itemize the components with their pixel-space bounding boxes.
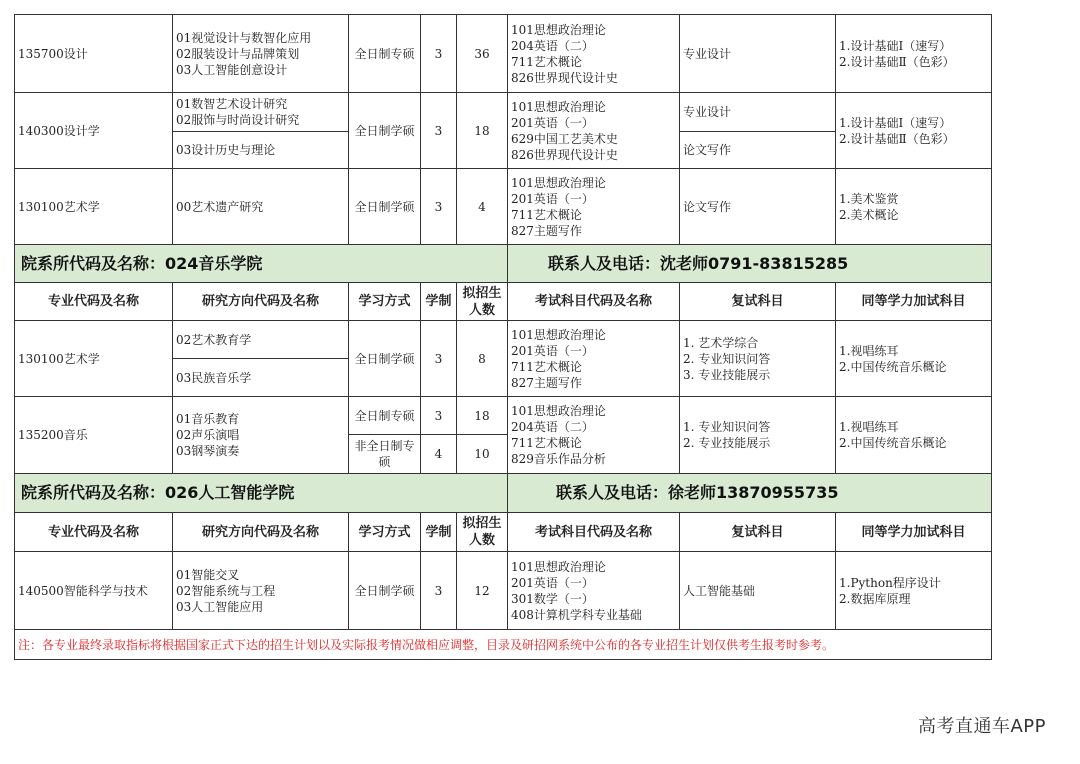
header-quota: 拟招生人数	[457, 283, 508, 321]
department-title: 院系所代码及名称：024音乐学院	[15, 245, 508, 283]
table-row	[15, 552, 992, 630]
quota-cell: 8	[457, 321, 508, 397]
header-extra: 同等学力加试科目	[836, 283, 992, 321]
header-retest: 复试科目	[680, 283, 836, 321]
contact-info: 联系人及电话：沈老师0791-83815285	[508, 245, 992, 283]
exam-subjects-cell: 101思想政治理论 204英语（二） 711艺术概论 829音乐作品分析	[508, 397, 680, 474]
years-cell: 3	[421, 321, 457, 397]
retest-cell: 1. 艺术学综合 2. 专业知识问答 3. 专业技能展示	[680, 321, 836, 397]
exam-subjects-cell: 101思想政治理论 201英语（一） 301数学（一） 408计算机学科专业基础	[508, 552, 680, 630]
study-mode-cell: 全日制专硕	[349, 397, 421, 435]
extra-test-cell: 1.设计基础Ⅰ（速写） 2.设计基础Ⅱ（色彩）	[836, 93, 992, 169]
header-major: 专业代码及名称	[15, 513, 173, 552]
column-header-row	[15, 513, 992, 552]
header-extra: 同等学力加试科目	[836, 513, 992, 552]
header-retest: 复试科目	[680, 513, 836, 552]
retest-cell: 1. 专业知识问答 2. 专业技能展示	[680, 397, 836, 474]
major-cell: 135200音乐	[15, 397, 173, 474]
retest-cell: 人工智能基础	[680, 552, 836, 630]
extra-test-cell: 1.美术鉴赏 2.美术概论	[836, 169, 992, 245]
years-cell: 3	[421, 552, 457, 630]
quota-cell: 10	[457, 435, 508, 474]
header-exam: 考试科目代码及名称	[508, 513, 680, 552]
study-mode-cell: 全日制学硕	[349, 552, 421, 630]
header-quota: 拟招生人数	[457, 513, 508, 552]
quota-cell: 12	[457, 552, 508, 630]
major-cell: 140500智能科学与技术	[15, 552, 173, 630]
direction-cell: 01智能交叉 02智能系统与工程 03人工智能应用	[173, 552, 349, 630]
watermark-text: 高考直通车APP	[917, 716, 1046, 737]
footnote-row	[15, 630, 992, 660]
direction-cell: 01数智艺术设计研究 02服饰与时尚设计研究	[173, 93, 349, 132]
header-years: 学制	[421, 283, 457, 321]
direction-cell: 00艺术遗产研究	[173, 169, 349, 245]
header-exam: 考试科目代码及名称	[508, 283, 680, 321]
header-direction: 研究方向代码及名称	[173, 513, 349, 552]
study-mode-cell: 全日制学硕	[349, 321, 421, 397]
direction-cell: 02艺术教育学	[173, 321, 349, 359]
extra-test-cell: 1.视唱练耳 2.中国传统音乐概论	[836, 321, 992, 397]
section-header-music	[15, 245, 992, 283]
header-direction: 研究方向代码及名称	[173, 283, 349, 321]
retest-cell: 专业设计	[680, 93, 836, 132]
years-cell: 3	[421, 93, 457, 169]
exam-subjects-cell: 101思想政治理论 201英语（一） 711艺术概论 827主题写作	[508, 169, 680, 245]
footnote-text: 注：各专业最终录取指标将根据国家正式下达的招生计划以及实际报考情况做相应调整，目录及研招网系统中公布的各专业招生计划仅供考生报考时参考。	[15, 630, 992, 660]
section-header-ai	[15, 474, 992, 513]
direction-cell: 01视觉设计与数智化应用 02服装设计与品牌策划 03人工智能创意设计	[173, 15, 349, 93]
years-cell: 3	[421, 15, 457, 93]
major-cell: 140300设计学	[15, 93, 173, 169]
table-row	[15, 169, 992, 245]
exam-subjects-cell: 101思想政治理论 204英语（二） 711艺术概论 826世界现代设计史	[508, 15, 680, 93]
table-row	[15, 93, 992, 132]
direction-cell: 03民族音乐学	[173, 359, 349, 397]
direction-cell: 01音乐教育 02声乐演唱 03钢琴演奏	[173, 397, 349, 474]
direction-cell: 03设计历史与理论	[173, 132, 349, 169]
header-years: 学制	[421, 513, 457, 552]
retest-cell: 专业设计	[680, 15, 836, 93]
study-mode-cell: 非全日制专硕	[349, 435, 421, 474]
years-cell: 3	[421, 397, 457, 435]
header-major: 专业代码及名称	[15, 283, 173, 321]
exam-subjects-cell: 101思想政治理论 201英语（一） 711艺术概论 827主题写作	[508, 321, 680, 397]
quota-cell: 4	[457, 169, 508, 245]
study-mode-cell: 全日制专硕	[349, 15, 421, 93]
column-header-row	[15, 283, 992, 321]
years-cell: 4	[421, 435, 457, 474]
years-cell: 3	[421, 169, 457, 245]
contact-info: 联系人及电话：徐老师13870955735	[508, 474, 992, 513]
retest-cell: 论文写作	[680, 169, 836, 245]
exam-subjects-cell: 101思想政治理论 201英语（一） 629中国工艺美术史 826世界现代设计史	[508, 93, 680, 169]
extra-test-cell: 1.Python程序设计 2.数据库原理	[836, 552, 992, 630]
table-row	[15, 397, 992, 435]
admissions-table	[14, 14, 992, 660]
quota-cell: 18	[457, 93, 508, 169]
major-cell: 130100艺术学	[15, 169, 173, 245]
extra-test-cell: 1.视唱练耳 2.中国传统音乐概论	[836, 397, 992, 474]
quota-cell: 18	[457, 397, 508, 435]
study-mode-cell: 全日制学硕	[349, 93, 421, 169]
extra-test-cell: 1.设计基础Ⅰ（速写） 2.设计基础Ⅱ（色彩）	[836, 15, 992, 93]
header-study-mode: 学习方式	[349, 513, 421, 552]
major-cell: 135700设计	[15, 15, 173, 93]
major-cell: 130100艺术学	[15, 321, 173, 397]
table-row	[15, 321, 992, 359]
quota-cell: 36	[457, 15, 508, 93]
department-title: 院系所代码及名称：026人工智能学院	[15, 474, 508, 513]
retest-cell: 论文写作	[680, 132, 836, 169]
header-study-mode: 学习方式	[349, 283, 421, 321]
study-mode-cell: 全日制学硕	[349, 169, 421, 245]
table-row	[15, 15, 992, 93]
